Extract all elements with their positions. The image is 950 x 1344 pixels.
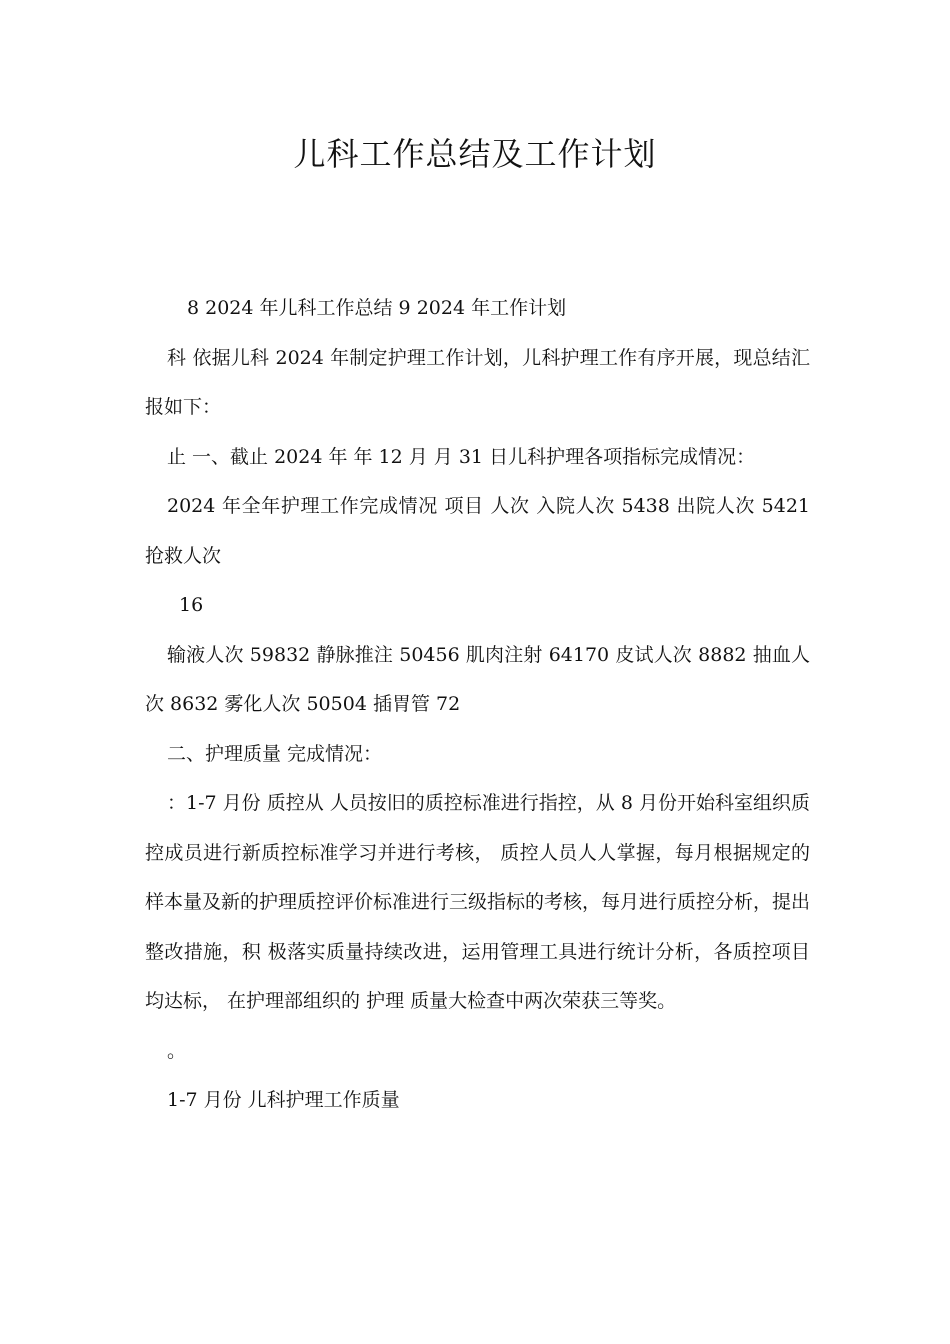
paragraph-quality-control: ：1-7 月份 质控从 人员按旧的质控标准进行指控，从 8 月份开始科室组织质控成员进行新质控标准学习并进行考核， 质控人员人人掌握，每月根据规定的样本量及新的护理质控评价标准进行三级指标的考核，每月进行质控分析，提出整改措施，积 极落实质量持续改进，运用管理工具进行统计分析，各质控项目均达标， 在护理部组织的 护理 质量大检查中两次荣获三等奖。 xyxy=(145,792,811,1012)
paragraph-heading-line: 8 2024 年儿科工作总结 9 2024 年工作计划 xyxy=(187,297,567,319)
paragraph-annual-summary: 2024 年全年护理工作完成情况 项目 人次 入院人次 5438 出院人次 5421 抢救人次 xyxy=(145,495,810,567)
paragraph-quality-heading: 1-7 月份 儿科护理工作质量 xyxy=(167,1089,400,1111)
document-title: 儿科工作总结及工作计划 xyxy=(293,135,657,173)
paragraph-section-two: 二、护理质量 完成情况： xyxy=(167,742,383,765)
paragraph-procedure-counts: 输液人次 59832 静脉推注 50456 肌肉注射 64170 皮试人次 8882 抽血人次 8632 雾化人次 50504 插胃管 72 xyxy=(145,643,810,715)
paragraph-period-mark: 。 xyxy=(167,1039,187,1062)
document-body xyxy=(145,284,810,1126)
paragraph-rescue-count: 16 xyxy=(179,594,204,616)
paragraph-intro: 科 依据儿科 2024 年制定护理工作计划，儿科护理工作有序开展，现总结汇报如下： xyxy=(145,346,810,418)
paragraph-section-one: 止 一、截止 2024 年 年 12 月 月 31 日儿科护理各项指标完成情况： xyxy=(167,445,756,468)
